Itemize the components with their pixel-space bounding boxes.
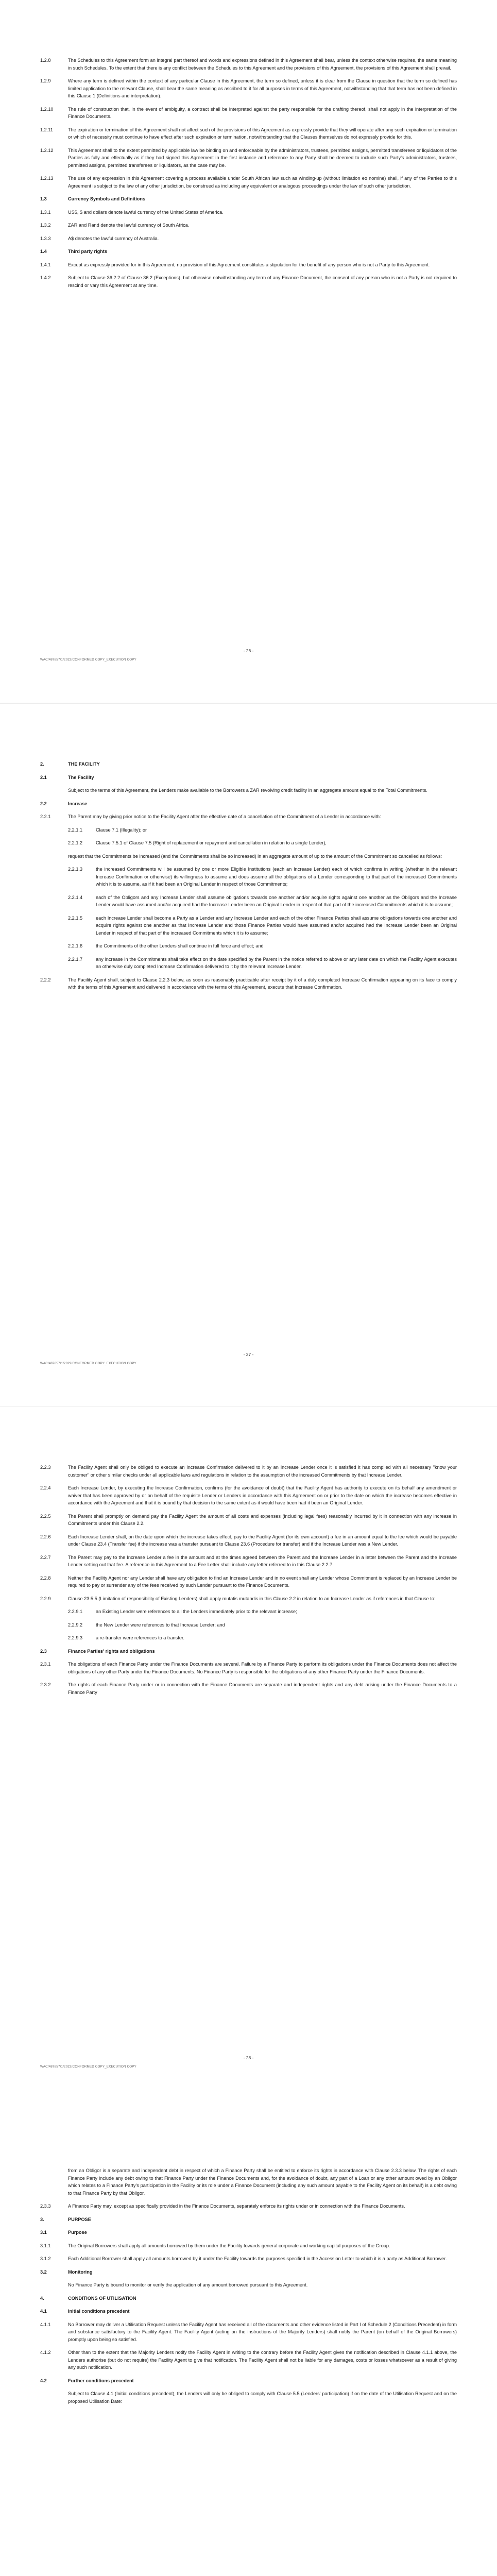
section-heading bbox=[40, 2268, 457, 2276]
clause-paragraph bbox=[40, 813, 457, 821]
clause-text: A Finance Party may, except as specifically provided in the Finance Documents, separately enforce its rights under or in connection with the Finance Documents. bbox=[68, 2204, 405, 2209]
clause-text: Subject to the terms of this Agreement, the Lenders make available to the Borrowers a ZAR revolving credit facility in an aggregate amount equal to the Total Commitments. bbox=[68, 788, 427, 793]
clause-text: No Borrower may deliver a Utilisation Request unless the Facility Agent has received all of the documents and other evidence listed in Part I of Schedule 2 (Conditions Precedent) in form and substance satisfactory to the Facility Agent. The Facility Agent (acting on the instructions of the Majority Lenders) shall notify the Parent (on behalf of the Original Borrowers) promptly upon being so satisfied. bbox=[68, 2321, 457, 2342]
clause-paragraph bbox=[40, 942, 457, 950]
clause-text: each Increase Lender shall become a Party as a Lender and any Increase Lender and each of the other Finance Parties shall assume obligations towards one another and acquire rights against one another as that Increase Lender and those Finance Parties would have assumed and/or acquired had the Increase Lender been an Original Lender in respect of that part of the increased Commitments which it is to assume; bbox=[96, 915, 457, 936]
clause-number: 2.2.8 bbox=[40, 1575, 51, 1581]
clause-paragraph bbox=[40, 839, 457, 847]
clause-paragraph bbox=[40, 2167, 457, 2197]
clause-number bbox=[40, 853, 68, 860]
clause-paragraph bbox=[40, 1554, 457, 1569]
clause-number: 1.3.1 bbox=[40, 209, 51, 215]
clause-text: The rule of construction that, in the event of ambiguity, a contract shall be interpreted against the party responsible for the drafting thereof, shall not apply in the interpretation of the Finance Documents. bbox=[68, 106, 457, 119]
section-heading bbox=[40, 2216, 457, 2224]
clause-text: Initial conditions precedent bbox=[68, 2309, 130, 2314]
clause-text: Subject to Clause 36.2.2 of Clause 36.2 (Exceptions), but otherwise notwithstanding any term of any Finance Document, the consent of any person who is not a Party is not required to rescind or vary this Agreement at any time. bbox=[68, 275, 457, 288]
clause-number: 1.2.12 bbox=[40, 147, 54, 153]
clause-text: The expiration or termination of this Agreement shall not affect such of the provisions of this Agreement as expressly provide that they will operate after any such expiration or termination or which of necessity must continue to have effect after such expiration or termination, notwithstanding that the Clauses themselves do not expressly provide for this. bbox=[68, 127, 457, 140]
clause-number: 4.1.1 bbox=[40, 2321, 51, 2327]
clause-text: The Facility bbox=[68, 774, 94, 780]
clause-number: 1.2.8 bbox=[40, 58, 51, 63]
clause-paragraph bbox=[40, 914, 457, 937]
clause-number: 2.2.3 bbox=[40, 1465, 51, 1470]
clause-paragraph bbox=[40, 1533, 457, 1548]
clause-paragraph bbox=[40, 2242, 457, 2250]
clause-text: a re-transfer were references to a transfer. bbox=[96, 1635, 185, 1640]
clause-number: 2. bbox=[40, 761, 44, 767]
clause-text: The obligations of each Finance Party under the Finance Documents are several. Failure by a Finance Party to perform its obligations under the Finance Documents does not affect the obligations of any other Party under the Finance Documents. No Finance Party is responsible for the obligations of any other Finance Party under the Finance Documents. bbox=[68, 1662, 457, 1674]
clause-number bbox=[40, 2281, 68, 2289]
clause-text: each of the Obligors and any Increase Lender shall assume obligations towards one another and/or acquire rights against one another as the Obligors and the Increase Lender would have assumed and/or acquired had the Increase Lender been an Original Lender in respect of that part of the increased Commitments which it is to assume; bbox=[96, 894, 457, 907]
clause-number: 2.2.1.5 bbox=[68, 915, 83, 921]
clause-number: 1.4.1 bbox=[40, 262, 51, 267]
clause-text: Clause 7.1 (Illegality); or bbox=[96, 827, 147, 833]
clause-text: Further conditions precedent bbox=[68, 2378, 134, 2383]
clause-number: 2.2.6 bbox=[40, 1534, 51, 1539]
clause-paragraph bbox=[40, 274, 457, 289]
clause-text: Where any term is defined within the context of any particular Clause in this Agreement, the term so defined, unless it is clear from the Clause in question that the term so defined has limited application to the relevant Clause, shall bear the same meaning as ascribed to it for all purposes in terms of this Agreement, notwithstanding that that term has not been defined in this Clause 1 (Definitions and interpretation). bbox=[68, 78, 457, 98]
section-heading bbox=[40, 195, 457, 203]
clause-number: 1.2.11 bbox=[40, 127, 53, 132]
clause-text: Clause 23.5.5 (Limitation of responsibility of Existing Lenders) shall apply mutatis mutandis in this Clause 2.2 in relation to an Increase Lender as if references in that Clause to: bbox=[68, 1596, 436, 1601]
clause-number: 3. bbox=[40, 2216, 44, 2222]
clause-paragraph bbox=[40, 956, 457, 971]
page-number: - 26 - bbox=[243, 648, 254, 653]
clause-paragraph bbox=[40, 2321, 457, 2344]
section-heading bbox=[40, 1648, 457, 1655]
clause-number: 2.3.1 bbox=[40, 1662, 51, 1667]
clause-number: 2.2.1.4 bbox=[68, 894, 83, 900]
clause-text: request that the Commitments be increased (and the Commitments shall be so increased) in an aggregate amount of up to the amount of the Commitment so cancelled as follows: bbox=[68, 853, 442, 859]
clause-number: 1.3 bbox=[40, 196, 47, 201]
clause-number: 2.2.1.1 bbox=[68, 827, 83, 833]
clause-text: from an Obligor is a separate and independent debt in respect of which a Finance Party shall be entitled to enforce its rights in accordance with Clause 2.3.3 below. The rights of each Finance Party include any debt owing to that Finance Party under the Finance Documents and, for the avoidance of doubt, any part of a Loan or any other amount owed by an Obligor which relates to a Finance Party's participation in the Facility or its role under a Finance Document (including any such amount payable to the Facility Agent on its behalf) is a debt owing to that Finance Party by that Obligor. bbox=[68, 2168, 457, 2196]
clause-paragraph bbox=[40, 1634, 457, 1642]
clause-paragraph bbox=[40, 1574, 457, 1589]
clause-number: 2.2.2 bbox=[40, 977, 51, 982]
clause-number: 2.2.1.3 bbox=[68, 867, 83, 872]
clause-number: 2.2.1.2 bbox=[68, 840, 83, 845]
clause-paragraph bbox=[40, 261, 457, 269]
clause-paragraph bbox=[40, 2202, 457, 2210]
clause-text: No Finance Party is bound to monitor or verify the application of any amount borrowed pursuant to this Agreement. bbox=[68, 2282, 308, 2287]
clause-text: A$ denotes the lawful currency of Australia. bbox=[68, 235, 159, 241]
clause-text: ZAR and Rand denote the lawful currency of South Africa. bbox=[68, 223, 190, 228]
document-page-1 bbox=[0, 0, 497, 703]
page-number: - 28 - bbox=[243, 2055, 254, 2060]
clause-paragraph bbox=[40, 1595, 457, 1603]
clause-paragraph bbox=[40, 77, 457, 100]
clause-text: The Parent may pay to the Increase Lender a fee in the amount and at the times agreed between the Parent and the Increase Lender in a letter between the Parent and the Increase Lender setting out that fee. A reference in this Agreement to a Fee Letter shall include any letter referred to in this Clause 2.2.7. bbox=[68, 1554, 457, 1567]
clause-number: 1.4.2 bbox=[40, 275, 51, 280]
clause-paragraph bbox=[40, 2281, 457, 2289]
clause-paragraph bbox=[40, 126, 457, 141]
clause-paragraph bbox=[40, 57, 457, 72]
section-heading bbox=[40, 2229, 457, 2236]
clause-number: 3.1 bbox=[40, 2230, 47, 2235]
clause-paragraph bbox=[40, 222, 457, 229]
clause-paragraph bbox=[40, 1464, 457, 1479]
document-page-2 bbox=[0, 704, 497, 1406]
clause-paragraph bbox=[40, 106, 457, 121]
clause-number: 2.2.5 bbox=[40, 1513, 51, 1519]
clause-text: the New Lender were references to that Increase Lender; and bbox=[96, 1622, 225, 1628]
clause-number: 3.1.1 bbox=[40, 2243, 51, 2248]
clause-paragraph bbox=[40, 1660, 457, 1675]
clause-paragraph bbox=[40, 976, 457, 991]
clause-paragraph bbox=[40, 894, 457, 909]
document-page-4 bbox=[0, 2110, 497, 2576]
clause-text: any increase in the Commitments shall take effect on the date specified by the Parent in the notice referred to above or any later date on which the Facility Agent executes an otherwise duly completed Increase Confirmation delivered to it by the relevant Increase Lender. bbox=[96, 956, 457, 969]
clause-number: 2.2.7 bbox=[40, 1554, 51, 1560]
clause-text: Each Increase Lender shall, on the date upon which the increase takes effect, pay to the Facility Agent (for its own account) a fee in an amount equal to the fee which would be payable under Clause 23.4 (Transfer fee) if the increase was a transfer pursuant to Clause 23.6 (Procedure for transfer) and if the Increase Lender was a New Lender. bbox=[68, 1534, 457, 1547]
clause-number: 1.4 bbox=[40, 249, 47, 254]
clause-number: 1.2.9 bbox=[40, 78, 51, 83]
clause-number bbox=[40, 787, 68, 794]
page-number: - 27 - bbox=[243, 1352, 254, 1357]
clause-text: The rights of each Finance Party under or in connection with the Finance Documents are separate and independent rights and any debt arising under the Finance Documents to a Finance Party bbox=[68, 1682, 457, 1695]
clause-paragraph bbox=[40, 853, 457, 860]
clause-number: 2.1 bbox=[40, 774, 47, 780]
section-heading bbox=[40, 800, 457, 808]
clause-paragraph bbox=[40, 1681, 457, 1696]
clause-paragraph bbox=[40, 147, 457, 170]
page-content bbox=[40, 2167, 457, 2405]
clause-text: The use of any expression in this Agreement covering a process available under South African law such as winding-up (without limitation eo nomine) shall, if any of the Parties to this Agreement is subject to the law of any other jurisdiction, be construed as including any equivalent or analogous proceedings under the law of such other jurisdiction. bbox=[68, 176, 457, 189]
document-footer: WAC/487857/1/2022/CONFORMED COPY_EXECUTION COPY bbox=[40, 1362, 136, 1365]
page-content bbox=[40, 1464, 457, 1696]
clause-text: The Original Borrowers shall apply all amounts borrowed by them under the Facility towards general corporate and working capital purposes of the Group. bbox=[68, 2243, 390, 2248]
clause-number: 1.3.3 bbox=[40, 235, 51, 241]
page-content bbox=[40, 57, 457, 289]
clause-number: 4. bbox=[40, 2295, 44, 2301]
clause-paragraph bbox=[40, 235, 457, 243]
clause-text: US$, $ and dollars denote lawful currency of the United States of America. bbox=[68, 209, 224, 215]
clause-text: This Agreement shall to the extent permitted by applicable law be binding on and enforceable by the administrators, trustees, permitted assigns, permitted transferees or liquidators of the Parties as fully and effectually as if they had signed this Agreement in the first instance and reference to any Party shall be deemed to include such Party's administrators, trustees, permitted assigns, permitted transferees or liquidators, as the case may be. bbox=[68, 147, 457, 168]
clause-text: PURPOSE bbox=[68, 2216, 91, 2222]
clause-number: 2.2.9.2 bbox=[68, 1622, 83, 1628]
clause-text: Finance Parties' rights and obligations bbox=[68, 1648, 155, 1654]
clause-text: Except as expressly provided for in this Agreement, no provision of this Agreement constitutes a stipulation for the benefit of any person who is not a Party to this Agreement. bbox=[68, 262, 430, 267]
clause-text: The Parent may by giving prior notice to the Facility Agent after the effective date of a cancellation of the Commitment of a Lender in accordance with: bbox=[68, 814, 381, 819]
document-footer: WAC/487857/1/2022/CONFORMED COPY_EXECUTION COPY bbox=[40, 658, 136, 662]
clause-number: 2.2 bbox=[40, 801, 47, 806]
section-heading bbox=[40, 2308, 457, 2315]
clause-text: Currency Symbols and Definitions bbox=[68, 196, 146, 201]
clause-text: Monitoring bbox=[68, 2269, 93, 2275]
clause-paragraph bbox=[40, 1484, 457, 1507]
page-content bbox=[40, 760, 457, 991]
clause-text: Subject to Clause 4.1 (Initial conditions precedent), the Lenders will only be obliged to comply with Clause 5.5 (Lenders' participation) if on the date of the Utilisation Request and on the proposed Utilisation Date: bbox=[68, 2391, 457, 2404]
clause-number: 2.3.2 bbox=[40, 1682, 51, 1687]
clause-text: The Schedules to this Agreement form an integral part thereof and words and expressions defined in this Agreement shall bear, unless the context otherwise requires, the same meaning in such Schedules. To the extent that there is any conflict between the Schedules to this Agreement and the provisions of this Agreement, the provisions of this Agreement shall prevail. bbox=[68, 58, 457, 71]
clause-paragraph bbox=[40, 2390, 457, 2405]
clause-text: The Facility Agent shall, subject to Clause 2.2.3 below, as soon as reasonably practicable after receipt by it of a duly completed Increase Confirmation appearing on its face to comply with the terms of this Agreement and delivered in accordance with the terms of this Agreement, execute that Increase Confirmation. bbox=[68, 977, 457, 990]
clause-number: 3.2 bbox=[40, 2269, 47, 2275]
clause-paragraph bbox=[40, 209, 457, 216]
clause-number: 2.2.4 bbox=[40, 1485, 51, 1490]
clause-text: Each Increase Lender, by executing the Increase Confirmation, confirms (for the avoidance of doubt) that the Facility Agent has authority to execute on its behalf any amendment or waiver that has been approved by or on behalf of the requisite Lender or Lenders in accordance with this Agreement on or prior to the date on which the increase becomes effective in accordance with the Agreement and that it is bound by that decision to the same extent as it would have been had it been an Original Lender. bbox=[68, 1485, 457, 1505]
clause-number: 2.2.1.7 bbox=[68, 956, 83, 962]
section-heading bbox=[40, 2377, 457, 2385]
clause-number: 2.3.3 bbox=[40, 2204, 51, 2209]
clause-text: Other than to the extent that the Majority Lenders notify the Facility Agent in writing to the contrary before the Facility Agent gives the notification described in Clause 4.1.1 above, the Lenders authorise (but do not require) the Facility Agent to give that notification. The Facility Agent shall not be liable for any damages, costs or losses whatsoever as a result of giving any such notification. bbox=[68, 2350, 457, 2370]
clause-paragraph bbox=[40, 1513, 457, 1528]
document-page-3 bbox=[0, 1407, 497, 2110]
clause-paragraph bbox=[40, 826, 457, 834]
clause-number: 2.3 bbox=[40, 1648, 47, 1654]
clause-text: the Commitments of the other Lenders shall continue in full force and effect; and bbox=[96, 943, 264, 948]
section-heading bbox=[40, 2295, 457, 2302]
clause-paragraph bbox=[40, 2349, 457, 2371]
clause-text: THE FACILITY bbox=[68, 761, 100, 767]
clause-number: 1.2.10 bbox=[40, 106, 54, 112]
clause-number: 4.2 bbox=[40, 2378, 47, 2383]
clause-paragraph bbox=[40, 1608, 457, 1616]
clause-number: 2.2.9 bbox=[40, 1596, 51, 1601]
section-heading bbox=[40, 760, 457, 768]
clause-text: Purpose bbox=[68, 2230, 87, 2235]
section-heading bbox=[40, 774, 457, 782]
clause-number: 2.2.9.1 bbox=[68, 1609, 83, 1614]
clause-number: 3.1.2 bbox=[40, 2256, 51, 2261]
clause-text: The Parent shall promptly on demand pay the Facility Agent the amount of all costs and expenses (including legal fees) reasonably incurred by it in connection with any increase in Commitments under this Clause 2.2. bbox=[68, 1513, 457, 1526]
clause-text: an Existing Lender were references to all the Lenders immediately prior to the relevant increase; bbox=[96, 1609, 297, 1614]
clause-text: The Facility Agent shall only be obliged to execute an Increase Confirmation delivered to it by an Increase Lender once it is satisfied it has complied with all necessary "know your customer" or other similar checks under all applicable laws and regulations in relation to the assumption of the increased Commitments by that Increase Lender. bbox=[68, 1465, 457, 1478]
clause-number: 1.3.2 bbox=[40, 223, 51, 228]
clause-text: CONDITIONS OF UTILISATION bbox=[68, 2295, 136, 2301]
clause-text: Clause 7.5.1 of Clause 7.5 (Right of replacement or repayment and cancellation in relation to a single Lender), bbox=[96, 840, 327, 845]
clause-paragraph bbox=[40, 1621, 457, 1629]
clause-number: 4.1.2 bbox=[40, 2350, 51, 2355]
clause-text: Increase bbox=[68, 801, 88, 806]
clause-paragraph bbox=[40, 866, 457, 888]
clause-text: the increased Commitments will be assumed by one or more Eligible Institutions (each an Increase Lender) each of which confirms in writing (whether in the relevant Increase Confirmation or otherwise) its willingness to assume and does assume all the obligations of a Lender corresponding to that part of the increased Commitments which it is to assume, as if it had been an Original Lender in respect of those Commitments; bbox=[96, 867, 457, 887]
clause-number: 1.2.13 bbox=[40, 176, 54, 181]
clause-number: 2.2.1.6 bbox=[68, 943, 83, 948]
document-footer: WAC/487857/1/2022/CONFORMED COPY_EXECUTION COPY bbox=[40, 2065, 136, 2069]
clause-text: Neither the Facility Agent nor any Lender shall have any obligation to find an Increase Lender and in no event shall any Lender whose Commitment is replaced by an Increase Lender be required to pay or surrender any of the fees received by such Lender pursuant to the Finance Documents. bbox=[68, 1575, 457, 1588]
clause-number: 2.2.1 bbox=[40, 814, 51, 819]
clause-number: 4.1 bbox=[40, 2309, 47, 2314]
section-heading bbox=[40, 248, 457, 256]
clause-number: 2.2.9.3 bbox=[68, 1635, 83, 1640]
clause-paragraph bbox=[40, 2255, 457, 2263]
clause-paragraph bbox=[40, 175, 457, 190]
clause-number bbox=[40, 2390, 68, 2405]
clause-text: Third party rights bbox=[68, 249, 108, 254]
clause-number bbox=[40, 2167, 68, 2197]
clause-paragraph bbox=[40, 787, 457, 794]
clause-text: Each Additional Borrower shall apply all amounts borrowed by it under the Facility towards the purposes specified in the Accession Letter to which it is a party as Additional Borrower. bbox=[68, 2256, 447, 2261]
